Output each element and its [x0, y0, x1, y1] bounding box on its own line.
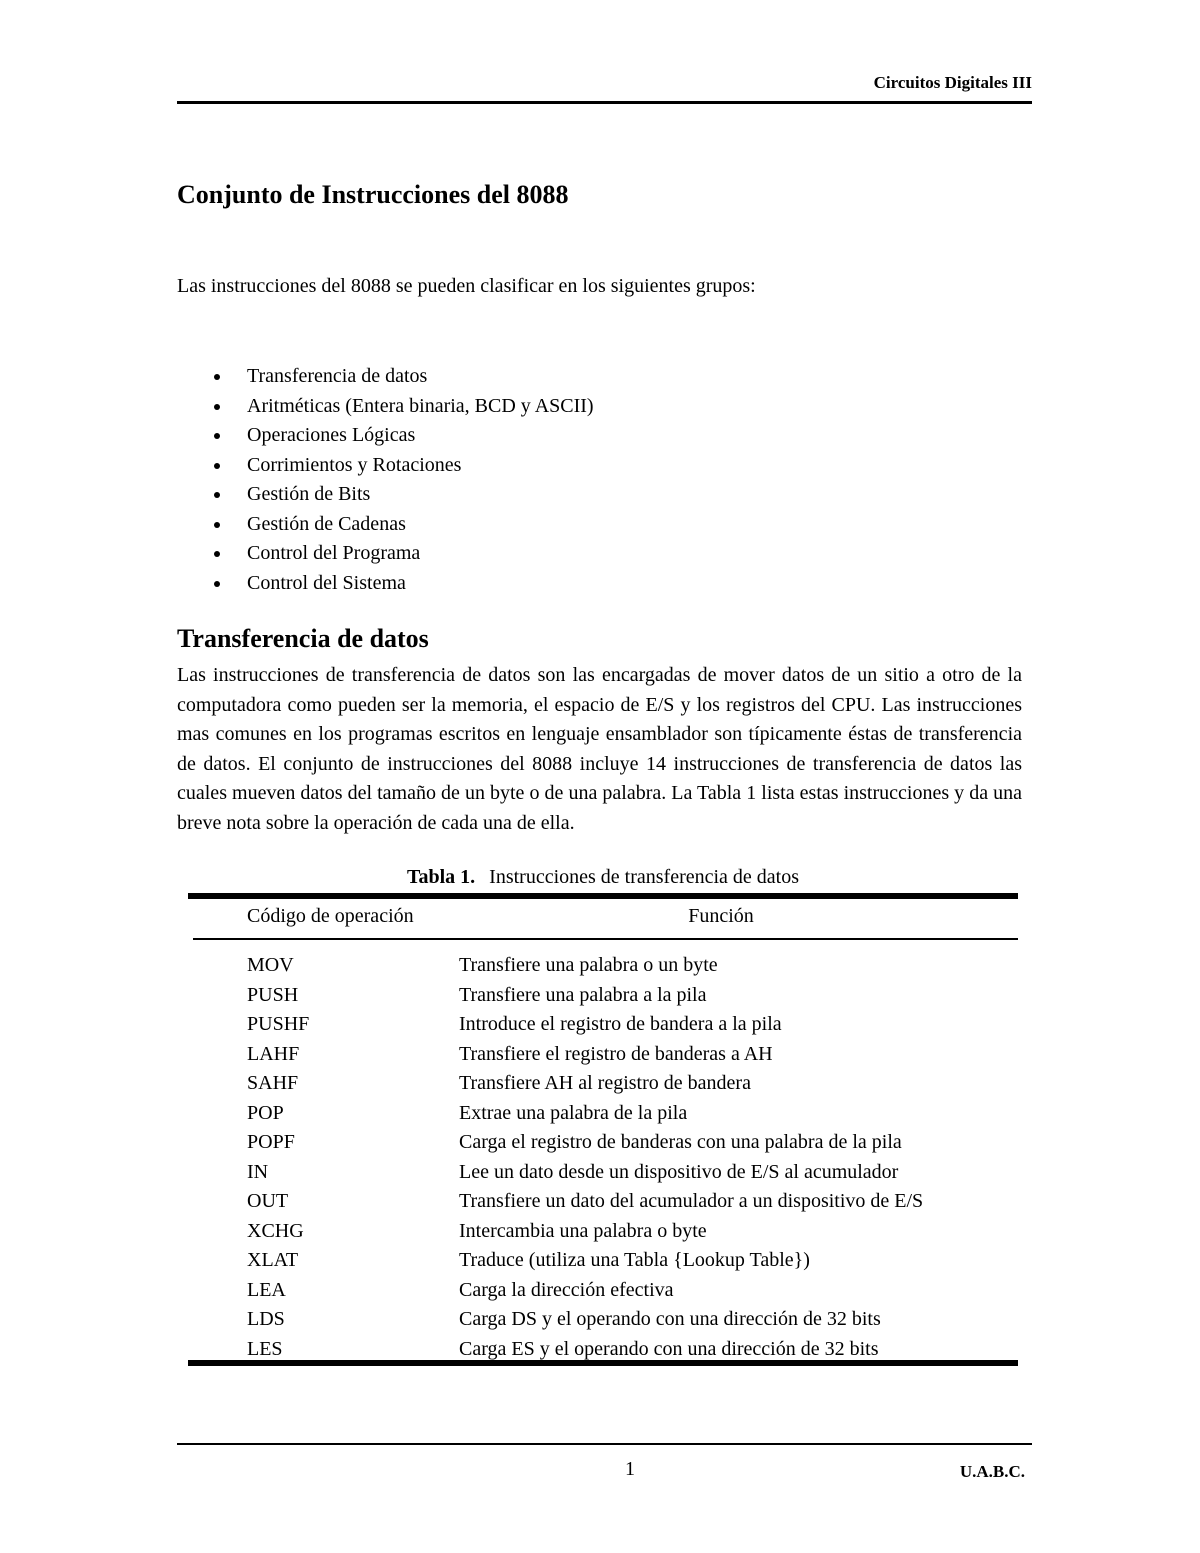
- list-item: Aritméticas (Entera binaria, BCD y ASCII): [177, 392, 594, 422]
- bullet-icon: [214, 551, 220, 557]
- opcode-cell: OUT: [247, 1190, 289, 1212]
- footer-rule: [177, 1443, 1032, 1445]
- opcode-cell: XLAT: [247, 1249, 299, 1271]
- table-row: [247, 1099, 1007, 1129]
- list-item: Gestión de Bits: [177, 480, 594, 510]
- table-row: [247, 1246, 1007, 1276]
- opcode-cell: LES: [247, 1337, 283, 1360]
- bullet-icon: [214, 463, 220, 469]
- function-cell: Traduce (utiliza una Tabla {Lookup Table}): [459, 1249, 810, 1271]
- table-row: [247, 1040, 1007, 1070]
- table-row: [247, 1158, 1007, 1188]
- function-cell: Transfiere AH al registro de bandera: [459, 1072, 751, 1094]
- list-item: Operaciones Lógicas: [177, 421, 594, 451]
- opcode-cell: LDS: [247, 1308, 285, 1330]
- bullet-icon: [214, 433, 220, 439]
- table-top-rule: [188, 893, 1018, 899]
- opcode-cell: MOV: [247, 954, 294, 976]
- table-bottom-rule: [188, 1360, 1018, 1366]
- opcode-cell: XCHG: [247, 1219, 304, 1242]
- function-cell: Extrae una palabra de la pila: [459, 1101, 688, 1124]
- section-title: Transferencia de datos: [177, 624, 429, 653]
- table-caption-text: Instrucciones de transferencia de datos: [489, 866, 800, 888]
- function-cell: Carga la dirección efectiva: [459, 1278, 674, 1301]
- column-header-code: Código de operación: [247, 905, 414, 927]
- table-row: [247, 1217, 1007, 1247]
- function-cell: Carga DS y el operando con una dirección de 32 bits: [459, 1308, 881, 1330]
- table-row: [247, 1069, 1007, 1099]
- table-row: [247, 1128, 1007, 1158]
- instruction-groups-list: [177, 362, 594, 598]
- function-cell: Transfiere un dato del acumulador a un dispositivo de E/S: [459, 1190, 924, 1212]
- table-row: [247, 1305, 1007, 1335]
- column-header-function: Función: [688, 905, 754, 927]
- function-cell: Transfiere una palabra a la pila: [459, 983, 707, 1006]
- opcode-cell: LAHF: [247, 1042, 300, 1065]
- list-item: Control del Sistema: [177, 569, 594, 599]
- table-row: [247, 1276, 1007, 1306]
- footer-organization: U.A.B.C.: [959, 1462, 1025, 1481]
- intro-paragraph: Las instrucciones del 8088 se pueden clasificar en los siguientes grupos:: [177, 275, 756, 297]
- page-number: 1: [625, 1458, 635, 1480]
- bullet-icon: [214, 374, 220, 380]
- opcode-cell: PUSH: [247, 983, 299, 1006]
- list-item: Corrimientos y Rotaciones: [177, 451, 594, 481]
- table-row: [247, 981, 1007, 1011]
- table-row: [247, 1187, 1007, 1217]
- bullet-icon: [214, 522, 220, 528]
- instruction-table: [247, 951, 1007, 1364]
- opcode-cell: POP: [247, 1101, 284, 1124]
- list-item: Transferencia de datos: [177, 362, 594, 392]
- function-cell: Lee un dato desde un dispositivo de E/S al acumulador: [459, 1160, 899, 1183]
- document-title: Conjunto de Instrucciones del 8088: [177, 180, 569, 209]
- function-cell: Carga el registro de banderas con una palabra de la pila: [459, 1131, 902, 1153]
- function-cell: Transfiere el registro de banderas a AH: [459, 1042, 773, 1065]
- table-header-rule: [193, 938, 1018, 940]
- table-caption: [188, 866, 1018, 889]
- function-cell: Introduce el registro de bandera a la pila: [459, 1013, 782, 1035]
- list-item: Gestión de Cadenas: [177, 510, 594, 540]
- opcode-cell: IN: [247, 1160, 269, 1183]
- opcode-cell: POPF: [247, 1131, 295, 1153]
- opcode-cell: LEA: [247, 1278, 286, 1301]
- table-row: [247, 951, 1007, 981]
- section-paragraph: Las instrucciones de transferencia de datos son las encargadas de mover datos de un sitio a otro de la computadora como pueden ser la memoria, el espacio de E/S y los registros del CPU. Las instrucciones mas comunes en los programas escritos en lenguaje ensamblador son típicamente éstas de transferencia de datos. El conjunto de instrucciones del 8088 incluye 14 instrucciones de transferencia de datos las cuales mueven datos del tamaño de un byte o de una palabra. La Tabla 1 lista estas instrucciones y da una breve nota sobre la operación de cada una de ella.: [177, 664, 1022, 834]
- function-cell: Intercambia una palabra o byte: [459, 1219, 707, 1242]
- header-rule: [177, 101, 1032, 104]
- bullet-icon: [214, 581, 220, 587]
- bullet-icon: [214, 492, 220, 498]
- table-row: [247, 1010, 1007, 1040]
- opcode-cell: PUSHF: [247, 1013, 310, 1035]
- running-header: Circuitos Digitales III: [873, 73, 1032, 92]
- function-cell: Carga ES y el operando con una dirección de 32 bits: [459, 1337, 879, 1360]
- opcode-cell: SAHF: [247, 1072, 299, 1094]
- table-caption-label: Tabla 1.: [406, 866, 476, 888]
- bullet-icon: [214, 404, 220, 410]
- list-item: Control del Programa: [177, 539, 594, 569]
- function-cell: Transfiere una palabra o un byte: [459, 954, 718, 976]
